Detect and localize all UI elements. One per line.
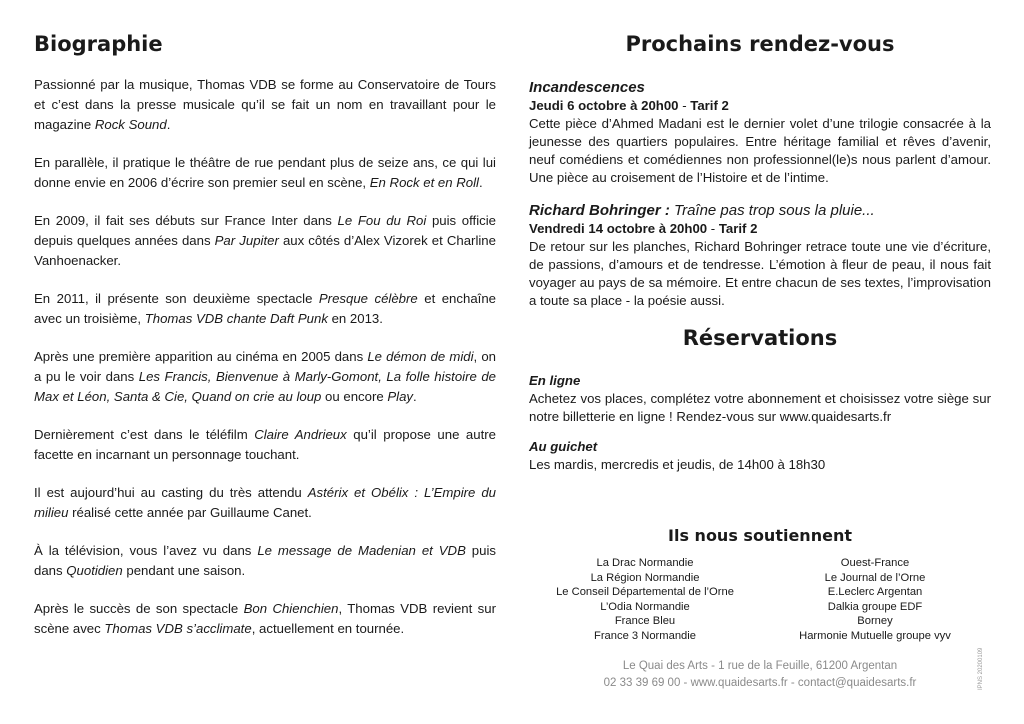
event-tarif: Tarif 2 <box>690 98 729 113</box>
online-label: En ligne <box>529 373 581 388</box>
event-title <box>529 78 991 97</box>
counter-label: Au guichet <box>529 439 598 454</box>
sponsor-item: France Bleu <box>614 615 676 628</box>
biography-paragraph <box>34 75 496 135</box>
biography-text-run: En parallèle, il pratique le théâtre de rue pendant plus de seize ans, ce qui lui donne envie en 2006 d’écrire son premier seul en scène, <box>34 155 496 190</box>
footer-contact: 02 33 39 69 00 - www.quaidesarts.fr - contact@quaidesarts.fr <box>603 677 917 689</box>
biography-paragraph <box>34 541 496 581</box>
biography-text-run: , on a pu le voir dans <box>34 349 496 384</box>
event-title-text: Richard Bohringer : <box>529 202 670 219</box>
event-date <box>529 220 991 238</box>
event-item <box>529 78 991 187</box>
biography-text-run: Dernièrement c’est dans le téléfilm <box>34 427 255 442</box>
biography-paragraph <box>34 153 496 193</box>
biography-text-run: À la télévision, vous l’avez vu dans <box>34 543 258 558</box>
sponsors-title: Ils nous soutiennent <box>668 526 852 545</box>
event-date-separator: - <box>707 221 719 236</box>
biography-text-run: Après une première apparition au cinéma en 2005 dans <box>34 349 368 364</box>
reservations-title: Réservations <box>682 326 838 350</box>
event-description: De retour sur les planches, Richard Bohringer retrace toute une vie d’écriture, de passions, d’amours et de tendresse. L’émotion à fleur de peau, il nous fait voyager au pays de sa mémoire. Et entre chacun de ses textes, l’improvisation a toute sa place - la poésie aussi. <box>529 239 991 308</box>
biography-text <box>34 75 496 639</box>
biography-paragraph <box>34 347 496 407</box>
biography-text-run: aux côtés d’Alex Vizorek et Charline Vanhoenacker. <box>34 233 496 268</box>
biography-paragraph <box>34 425 496 465</box>
biography-paragraph <box>34 289 496 329</box>
biography-paragraph <box>34 211 496 271</box>
biography-text-run: puis dans <box>34 543 496 578</box>
event-date-separator: - <box>678 98 691 113</box>
event-description: Cette pièce d’Ahmed Madani est le dernier volet d’une trilogie consacrée à la jeunesse des quartiers populaires. Entre héritage familial et rêves d’avenir, neuf comédiens et comédiennes non professionnel(le)s nous parlent d’amour. Une pièce au croisement de l’Histoire et de l’intime. <box>529 116 991 185</box>
biography-italic-title: Les Francis, Bienvenue à Marly-Gomont, La folle histoire de Max et Léon, Santa & Cie, Quand on crie au loup <box>34 369 497 404</box>
sponsor-item: France 3 Normandie <box>594 629 696 642</box>
event-date <box>529 97 991 115</box>
sponsor-item: Le Journal de l’Orne <box>824 571 926 584</box>
counter-text: Les mardis, mercredis et jeudis, de 14h00 à 18h30 <box>529 457 826 472</box>
biography-italic-title: Bon Chienchien <box>243 601 339 616</box>
biography-italic-title: Le démon de midi <box>367 349 474 364</box>
biography-italic-title: Thomas VDB chante Daft Punk <box>144 311 328 326</box>
biography-text-run: En 2009, il fait ses débuts sur France Inter dans <box>34 213 338 228</box>
biography-italic-title: Le message de Madenian et VDB <box>257 543 466 558</box>
biography-text-run: . <box>166 117 171 132</box>
footer <box>529 658 991 692</box>
biography-text-run: réalisé cette année par Guillaume Canet. <box>68 505 312 520</box>
biography-italic-title: Le Fou du Roi <box>337 213 427 228</box>
biography-text-run: Après le succès de son spectacle <box>34 601 244 616</box>
event-title-text: Incandescences <box>529 79 645 96</box>
sponsor-item: Le Conseil Départemental de l’Orne <box>556 586 734 599</box>
event-item <box>529 201 991 310</box>
event-tarif: Tarif 2 <box>718 221 758 236</box>
event-subtitle: Traîne pas trop sous la pluie... <box>669 202 875 219</box>
sponsors-left-list <box>540 556 750 644</box>
event-title <box>529 201 991 220</box>
sponsor-item: La Drac Normandie <box>596 557 694 569</box>
biography-paragraph <box>34 483 496 523</box>
biography-title: Biographie <box>34 32 163 56</box>
biography-text-run: en 2013. <box>327 311 383 326</box>
events-title: Prochains rendez-vous <box>625 32 895 56</box>
biography-text-run: Il est aujourd’hui au casting du très attendu <box>34 485 308 500</box>
biography-column <box>34 30 496 657</box>
event-date-text: Vendredi 14 octobre à 20h00 <box>529 221 708 236</box>
biography-text-run: , actuellement en tournée. <box>251 621 405 636</box>
biography-italic-title: Claire Andrieux <box>254 427 347 442</box>
sponsors-right-list <box>770 556 980 644</box>
reservations-section <box>529 372 991 474</box>
sponsor-item: Borney <box>857 615 893 628</box>
biography-italic-title: Presque célèbre <box>318 291 418 306</box>
biography-italic-title: Par Jupiter <box>214 233 279 248</box>
online-text: Achetez vos places, complétez votre abonnement et choisissez votre siège sur notre billetterie en ligne ! Rendez-vous sur www.quaidesarts.fr <box>529 391 991 424</box>
biography-text-run: , Thomas VDB revient sur scène avec <box>34 601 496 636</box>
sponsor-item: Ouest-France <box>840 557 910 569</box>
biography-text-run: En 2011, il présente son deuxième spectacle <box>34 291 319 306</box>
sponsor-item: L’Odia Normandie <box>600 600 690 613</box>
biography-italic-title: Quotidien <box>66 563 123 578</box>
biography-text-run: . <box>478 175 483 190</box>
sponsor-item: Dalkia groupe EDF <box>827 600 923 613</box>
sponsor-item: Harmonie Mutuelle groupe vyv <box>799 629 951 642</box>
footer-address: Le Quai des Arts - 1 rue de la Feuille, 61200 Argentan <box>622 660 898 672</box>
biography-text-run: . <box>413 389 417 404</box>
biography-text-run: qu’il propose une autre facette en incarnant un personnage touchant. <box>34 427 496 462</box>
biography-italic-title: Play <box>387 389 414 404</box>
sponsor-item: E.Leclerc Argentan <box>827 586 923 599</box>
print-code: IPNS 20200109 <box>978 647 984 690</box>
biography-paragraph <box>34 599 496 639</box>
event-date-text: Jeudi 6 octobre à 20h00 <box>529 98 679 113</box>
biography-text-run: puis officie depuis quelques années dans <box>34 213 497 248</box>
biography-text-run: et enchaîne avec un troisième, <box>34 291 496 326</box>
biography-italic-title: Thomas VDB s’acclimate <box>104 621 252 636</box>
biography-text-run: ou encore <box>321 389 388 404</box>
biography-italic-title: Astérix et Obélix : L’Empire du milieu <box>34 485 497 520</box>
sponsor-item: La Région Normandie <box>590 571 700 584</box>
right-column <box>529 30 991 486</box>
biography-text-run: Passionné par la musique, Thomas VDB se forme au Conservatoire de Tours et c’est dans la presse musicale qu’il se fait un nom en travaillant pour le magazine <box>34 77 496 132</box>
biography-text-run: pendant une saison. <box>122 563 246 578</box>
biography-italic-title: En Rock et en Roll <box>369 175 479 190</box>
biography-italic-title: Rock Sound <box>94 117 167 132</box>
events-list <box>529 78 991 310</box>
